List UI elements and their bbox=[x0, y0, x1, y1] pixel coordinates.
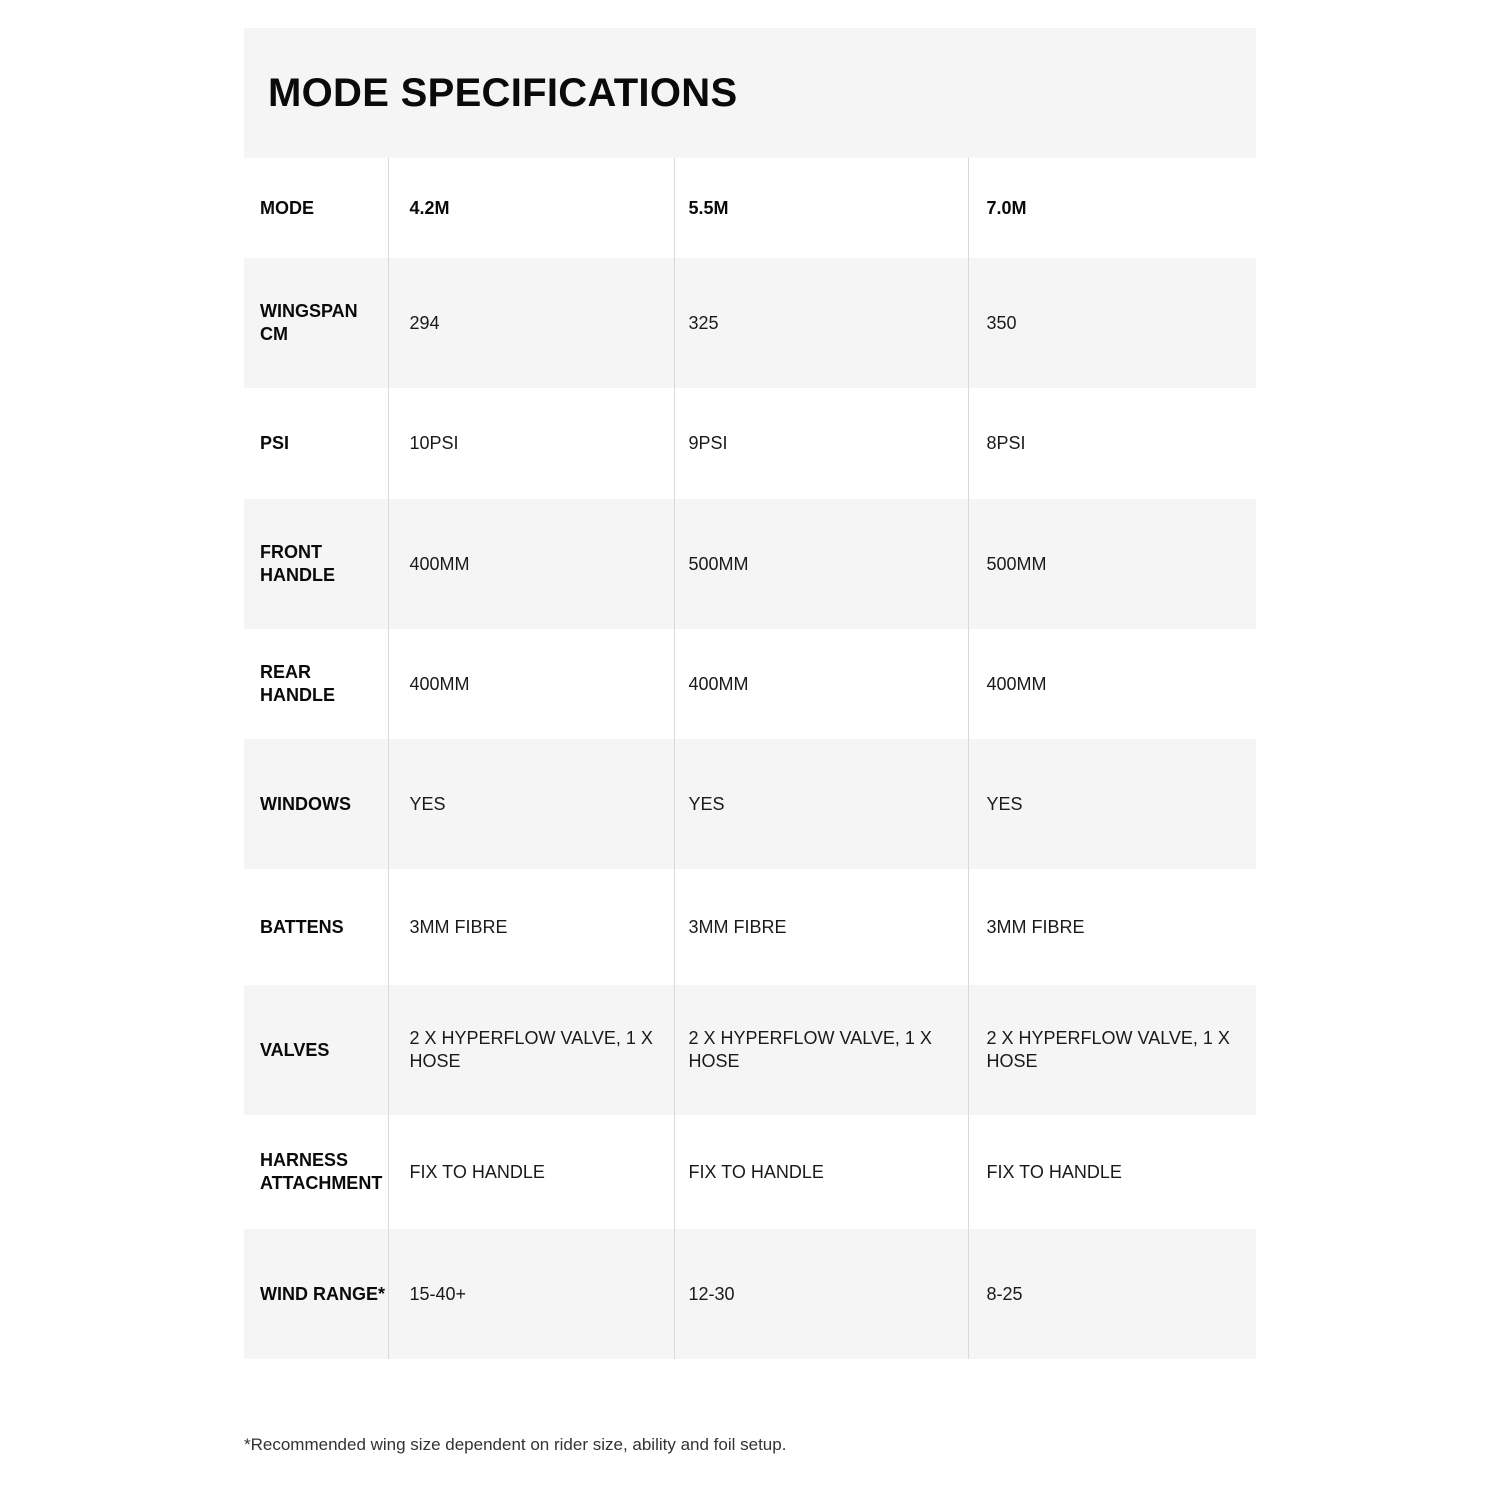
table-header-row bbox=[244, 158, 1256, 258]
row-value: 8-25 bbox=[968, 1229, 1256, 1359]
row-value: 3MM FIBRE bbox=[968, 869, 1256, 985]
row-value: 3MM FIBRE bbox=[388, 869, 674, 985]
row-value: 8PSI bbox=[968, 388, 1256, 499]
row-label: PSI bbox=[260, 433, 290, 453]
row-label: BATTENS bbox=[260, 916, 344, 937]
row-value: 294 bbox=[388, 258, 674, 388]
header-column: 4.2M bbox=[388, 158, 674, 258]
row-value: 325 bbox=[674, 258, 968, 388]
row-label: WINDOWS bbox=[244, 739, 388, 869]
header-column: 5.5M bbox=[674, 158, 968, 258]
row-value: YES bbox=[968, 739, 1256, 869]
row-value: 9PSI bbox=[674, 388, 968, 499]
row-value: 400MM bbox=[674, 629, 968, 739]
spec-card bbox=[244, 28, 1256, 1359]
table-row bbox=[244, 499, 1256, 629]
header-column: 7.0M bbox=[968, 158, 1256, 258]
footnote: *Recommended wing size dependent on rider size, ability and foil setup. bbox=[244, 1435, 787, 1454]
row-value: YES bbox=[388, 739, 674, 869]
row-value: 2 X HYPERFLOW VALVE, 1 X HOSE bbox=[968, 985, 1256, 1115]
row-label: WINGSPAN CM bbox=[244, 258, 388, 388]
row-value: 12-30 bbox=[674, 1229, 968, 1359]
row-label: WIND RANGE* bbox=[244, 1229, 388, 1359]
row-label: REAR HANDLE bbox=[260, 662, 335, 705]
row-value: 10PSI bbox=[388, 388, 674, 499]
table-row bbox=[244, 388, 1256, 499]
row-value: 15-40+ bbox=[388, 1229, 674, 1359]
row-value: FIX TO HANDLE bbox=[968, 1115, 1256, 1229]
row-value: 2 X HYPERFLOW VALVE, 1 X HOSE bbox=[674, 985, 968, 1115]
row-value: 500MM bbox=[674, 499, 968, 629]
row-value: 2 X HYPERFLOW VALVE, 1 X HOSE bbox=[388, 985, 674, 1115]
table-row bbox=[244, 1229, 1256, 1359]
table-row bbox=[244, 258, 1256, 388]
row-value: 400MM bbox=[968, 629, 1256, 739]
row-value: 400MM bbox=[388, 499, 674, 629]
table-row bbox=[244, 629, 1256, 739]
row-value: FIX TO HANDLE bbox=[674, 1115, 968, 1229]
table-row bbox=[244, 1115, 1256, 1229]
row-value: 500MM bbox=[968, 499, 1256, 629]
table-row bbox=[244, 739, 1256, 869]
table-row bbox=[244, 869, 1256, 985]
row-value: 350 bbox=[968, 258, 1256, 388]
row-label: HARNESS ATTACHMENT bbox=[260, 1150, 383, 1193]
title-bar bbox=[244, 28, 1256, 158]
spec-table bbox=[244, 158, 1256, 1359]
row-value: FIX TO HANDLE bbox=[388, 1115, 674, 1229]
row-label: VALVES bbox=[244, 985, 388, 1115]
row-label: FRONT HANDLE bbox=[244, 499, 388, 629]
table-row bbox=[244, 985, 1256, 1115]
row-value: 3MM FIBRE bbox=[674, 869, 968, 985]
row-value: 400MM bbox=[388, 629, 674, 739]
header-label: MODE bbox=[260, 197, 314, 218]
row-value: YES bbox=[674, 739, 968, 869]
page-title: MODE SPECIFICATIONS bbox=[268, 70, 738, 115]
